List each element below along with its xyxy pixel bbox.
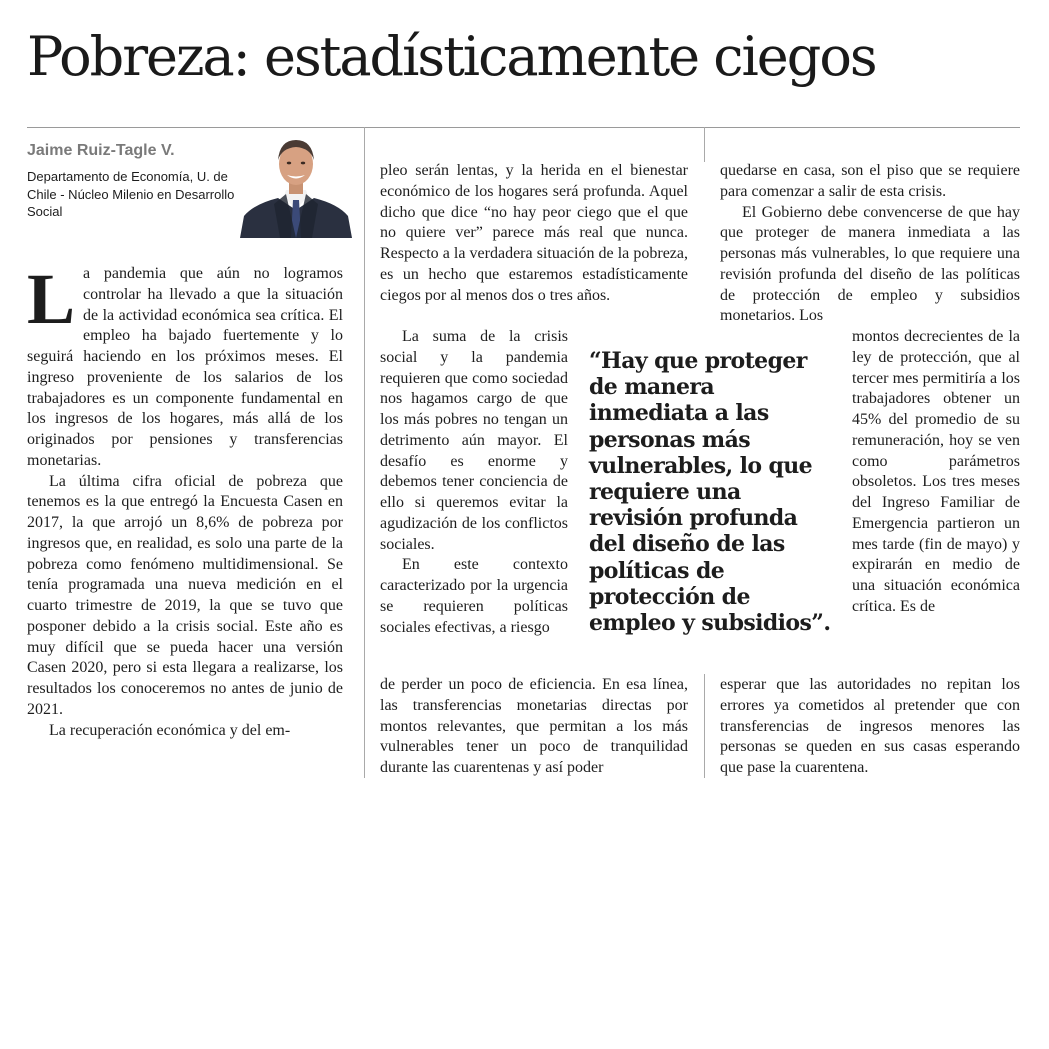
col2-paragraph-4: de perder un poco de eficiencia. En esa línea, las transferencias monetarias directas por montos relevantes, que permitan a los más vulnerables tener un poco de tranquilidad durante las cuarentenas y así poder	[380, 676, 688, 776]
col3-paragraph-3: montos decrecientes de la ley de protección, que al tercer mes permitiría a los trabajadores obtener un 45% del promedio de su remuneración, hoy se ven como parámetros obsoletos. Los tres meses del Ingreso Familiar de Emergencia partieron un mes tarde (fin de mayo) y expirarán en medio de una situación económica crítica. Es de	[852, 328, 1020, 615]
column-divider-2-top	[704, 127, 705, 162]
column-2-narrow	[380, 327, 568, 638]
column-3-narrow	[852, 327, 1020, 618]
column-1	[27, 259, 343, 741]
col2-paragraph-2: La suma de la crisis social y la pandemia requieren que como sociedad nos hagamos cargo de que los más pobres no tengan un detrimento aún mayor. El desafío es enorme y debemos tener conciencia de ello si queremos evitar la agudización de los conflictos sociales.	[380, 328, 568, 553]
col1-paragraph-3: La recuperación económica y del em-	[49, 721, 291, 739]
header-rule	[27, 127, 1020, 128]
pull-quote: “Hay que proteger de manera inmediata a las personas más vulnerables, lo que requiere una revisión profunda del diseño de las políticas de protección de empleo y subsidios”.	[589, 348, 831, 637]
column-2-bottom	[380, 675, 688, 779]
column-divider-2-bottom	[704, 674, 705, 778]
col2-paragraph-3: En este contexto caracterizado por la urgencia se requieren políticas sociales efectivas, a riesgo	[380, 556, 568, 636]
author-portrait	[240, 134, 352, 238]
author-affiliation: Departamento de Economía, U. de Chile - Núcleo Milenio en Desarrollo Social	[27, 169, 235, 219]
article-title: Pobreza: estadísticamente ciegos	[27, 25, 876, 88]
col3-paragraph-1: quedarse en casa, son el piso que se requiere para comenzar a salir de esta crisis.	[720, 162, 1020, 200]
col1-paragraph-2: La última cifra oficial de pobreza que tenemos es la que entregó la Encuesta Casen en 2017, la que arrojó un 8,6% de pobreza por ingresos que, en realidad, es solo una parte de la pobreza como fenómeno multidimensional. Se tenía programada una nueva medición en el cuarto trimestre de 2019, la que se tuvo que posponer debido a la crisis social. Este año es muy difícil que se pueda hacer una versión Casen 2020, pero si esta llegara a realizarse, los resultados los conoceremos no antes de junio de 2021.	[27, 472, 343, 718]
col3-paragraph-2: El Gobierno debe convencerse de que hay que proteger de manera inmediata a las personas más vulnerables, lo que requiere una revisión profunda del diseño de las políticas de protección de empleo y subsidios monetarios. Los	[720, 203, 1020, 325]
col1-paragraph-1: a pandemia que aún no logramos controlar ha llevado a que la situación de la actividad económica sea crítica. El empleo ha bajado fuertemente y lo seguirá haciendo en los próximos meses. El ingreso proveniente de los salarios de los trabajadores es un componente fundamental en los ingresos de los hogares, más allá de los originados por pensiones y transferencias monetarias.	[27, 265, 343, 469]
paragraph	[27, 259, 343, 472]
column-2-top	[380, 161, 688, 306]
col2-paragraph-1: pleo serán lentas, y la herida en el bienestar económico de los hogares será profunda. Aquel dicho que dice “no hay peor ciego que el que no quiere ver” parece más real que nunca. Respecto a la verdadera situación de la pobreza, es un hecho que estaremos estadísticamente ciegos por al menos dos o tres años.	[380, 162, 688, 304]
col3-paragraph-4: esperar que las autoridades no repitan los errores ya cometidos al pretender que con transferencias de ingresos menores las personas se queden en sus casas esperando que pase la cuarentena.	[720, 676, 1020, 776]
author-name: Jaime Ruiz-Tagle V.	[27, 142, 175, 159]
column-3-bottom	[720, 675, 1020, 779]
drop-cap: L	[27, 259, 76, 339]
column-3-top	[720, 161, 1020, 327]
column-divider-1	[364, 127, 365, 778]
